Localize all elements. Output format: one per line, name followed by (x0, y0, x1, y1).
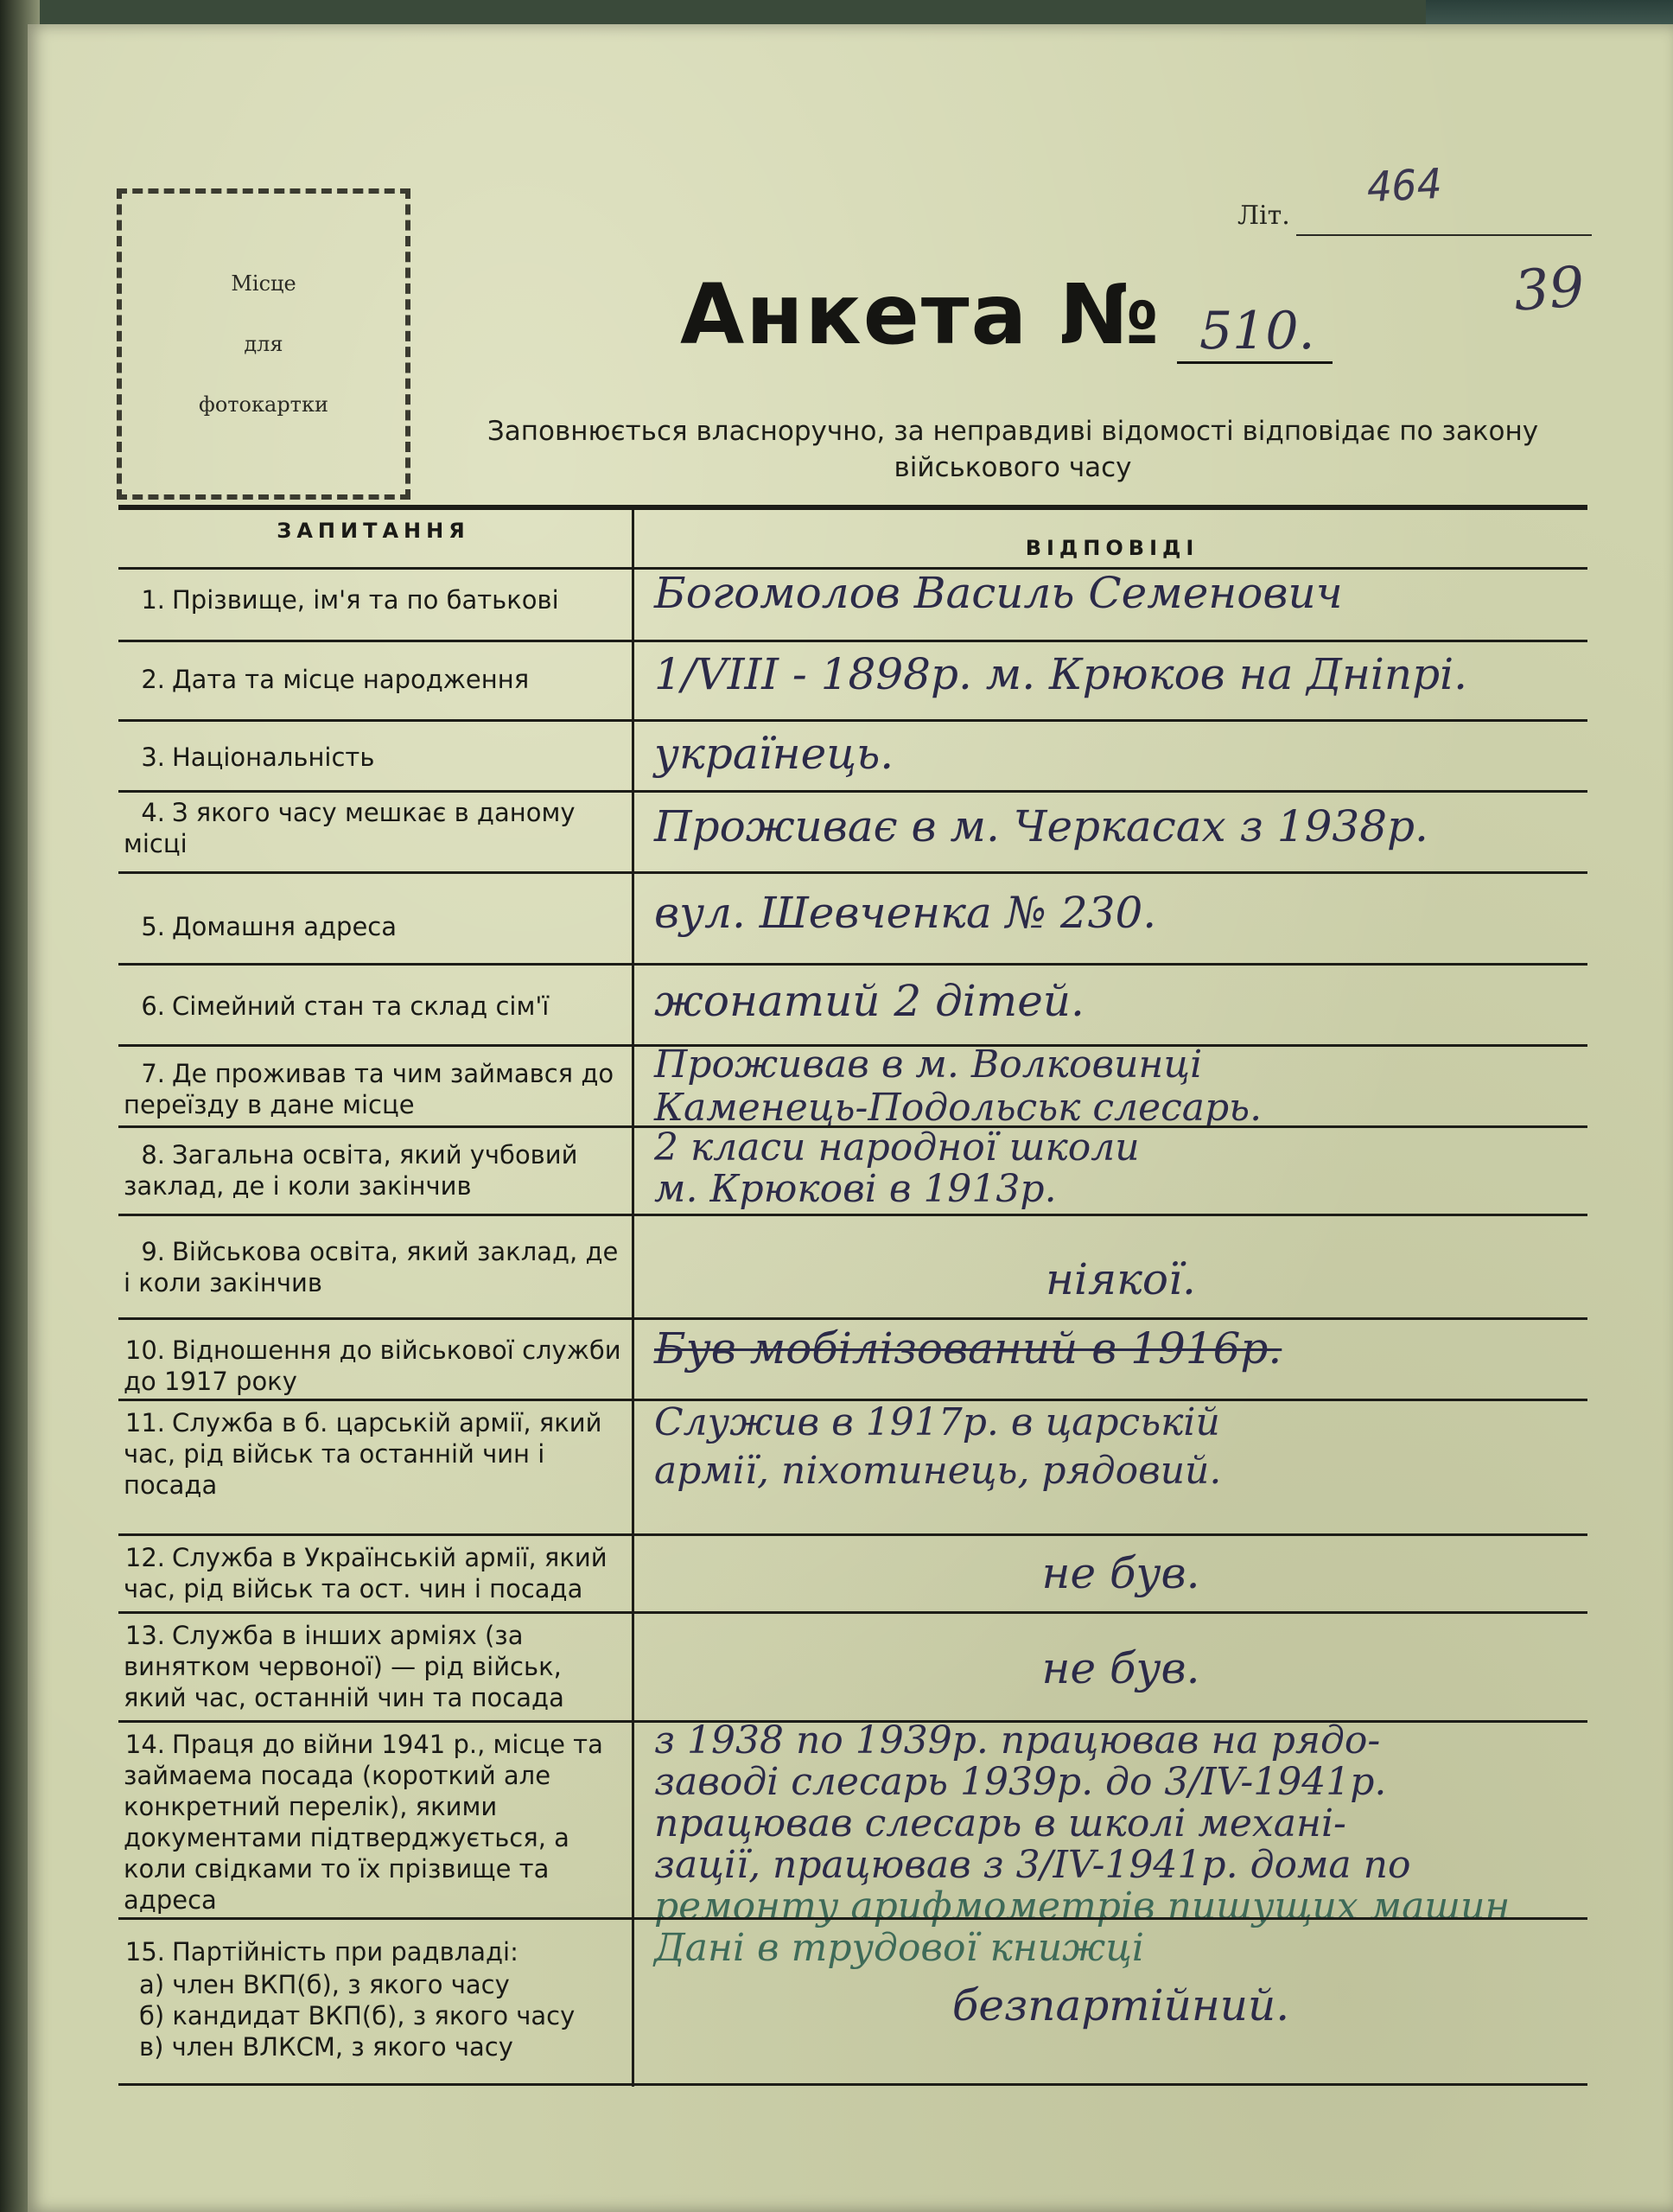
answer-14-line4: зації, працював з 3/IV-1941р. дома по (654, 1843, 1411, 1887)
answer-7-line1: Проживав в м. Волковинці (654, 1042, 1203, 1087)
question-4: 4. З якого часу мешкає в даному місці (124, 798, 576, 858)
question-12: 12. Служба в Українській армії, який час, рід військ та ост. чин і посада (124, 1543, 607, 1603)
row-rule (118, 1611, 1587, 1614)
answer-13: не був. (1041, 1643, 1200, 1693)
photo-placeholder-box (117, 188, 410, 500)
answer-11-line2: армії, піхотинець, рядовий. (654, 1449, 1222, 1493)
answer-11-line1: Служив в 1917р. в царській (654, 1400, 1220, 1444)
answer-14-line3: працював слесарь в школі механі- (654, 1801, 1346, 1845)
question-8: 8. Загальна освіта, який учбовий заклад, де і коли закінчив (124, 1140, 578, 1201)
question-5: 5. Домашня адреса (141, 912, 397, 941)
answer-14-line1: з 1938 по 1939р. працював на рядо- (654, 1718, 1381, 1763)
row-rule (118, 1214, 1587, 1216)
answer-14-line2: заводі слесарь 1939р. до 3/IV-1941р. (654, 1760, 1387, 1804)
answer-4: Проживає в м. Черкасах з 1938р. (654, 801, 1428, 851)
answer-9: ніякої. (1046, 1254, 1196, 1304)
questionnaire-table (118, 505, 1587, 2087)
questions-header: ЗАПИТАННЯ (277, 519, 470, 543)
answer-10: Був мобілізований в 1916р. (654, 1323, 1282, 1374)
answers-header: ВІДПОВІДІ (1025, 536, 1199, 560)
table-column-divider (632, 505, 634, 2087)
answer-1: Богомолов Василь Семенович (654, 568, 1343, 618)
question-15-line1: 15. Партійність при радвладі: (124, 1937, 518, 1967)
row-rule (118, 640, 1587, 642)
answer-8-line1: 2 класи народної школи (654, 1125, 1140, 1170)
question-10: 10. Відношення до військової служби до 1917 року (124, 1335, 621, 1396)
answer-12: не був. (1041, 1548, 1200, 1598)
answer-3: українець. (654, 729, 894, 779)
row-rule (118, 1917, 1587, 1920)
sheet-number-label: Літ. (1237, 201, 1290, 231)
form-number-value: 510. (1199, 301, 1315, 361)
row-rule (118, 871, 1587, 874)
sheet-number-field (1237, 159, 1592, 236)
form-instruction: Заповнюється власноручно, за неправдиві відомості відповідає по закону військового часу (487, 416, 1539, 483)
question-15-line2: а) член ВКП(б), з якого часу (139, 1970, 510, 1999)
form-number-field (1177, 301, 1333, 364)
sheet-number-line (1296, 234, 1592, 236)
handwritten-page-number: 39 (1511, 255, 1587, 324)
answer-15: безпартійний. (951, 1980, 1290, 2030)
question-15-line3: б) кандидат ВКП(б), з якого часу (139, 2001, 576, 2030)
question-2: 2. Дата та місце народження (141, 665, 530, 694)
question-6: 6. Сімейний стан та склад сім'ї (141, 991, 550, 1021)
row-rule (118, 790, 1587, 793)
question-14: 14. Праця до війни 1941 р., місце та займаема посада (короткий але конкретний перелік), якими документами підтверджується, а коли свідками то їх прізвище та адреса (124, 1730, 603, 1915)
row-rule (118, 719, 1587, 722)
form-title: Анкета № (680, 266, 1161, 363)
question-13: 13. Служба в інших арміях (за винятком червоної) — рід військ, який час, останній чин та посада (124, 1621, 564, 1712)
question-11: 11. Служба в б. царській армії, який час, рід військ та останній чин і посада (124, 1408, 602, 1500)
question-9: 9. Військова освіта, який заклад, де і коли закінчив (124, 1237, 619, 1297)
question-3: 3. Національність (141, 743, 375, 772)
photo-label-line1: Місце (231, 271, 296, 296)
row-rule (118, 1317, 1587, 1320)
questionnaire-sheet (28, 24, 1673, 2212)
answer-8-line2: м. Крюкові в 1913р. (654, 1167, 1057, 1211)
photo-label-line2: для (244, 332, 283, 356)
photo-label-line3: фотокартки (199, 392, 328, 417)
question-7: 7. Де проживав та чим займався до переїзду в дане місце (124, 1059, 614, 1119)
answer-2: 1/VIII - 1898р. м. Крюков на Дніпрі. (654, 649, 1467, 699)
answer-6: жонатий 2 дітей. (654, 976, 1085, 1026)
table-top-rule (118, 505, 1587, 510)
row-rule (118, 963, 1587, 966)
answer-7-line2: Каменець-Подольськ слесарь. (654, 1086, 1263, 1130)
question-15-line4: в) член ВЛКСМ, з якого часу (139, 2032, 513, 2062)
question-1: 1. Прізвище, ім'я та по батькові (141, 585, 559, 615)
answer-14-line6: Дані в трудової книжці (654, 1926, 1144, 1970)
row-rule (118, 1533, 1587, 1536)
sheet-number-value: 464 (1365, 159, 1444, 213)
table-bottom-rule (118, 2083, 1587, 2086)
answer-14-line5: ремонту арифмометрів пишущих машин (654, 1884, 1511, 1928)
answer-5: вул. Шевченка № 230. (654, 888, 1157, 938)
